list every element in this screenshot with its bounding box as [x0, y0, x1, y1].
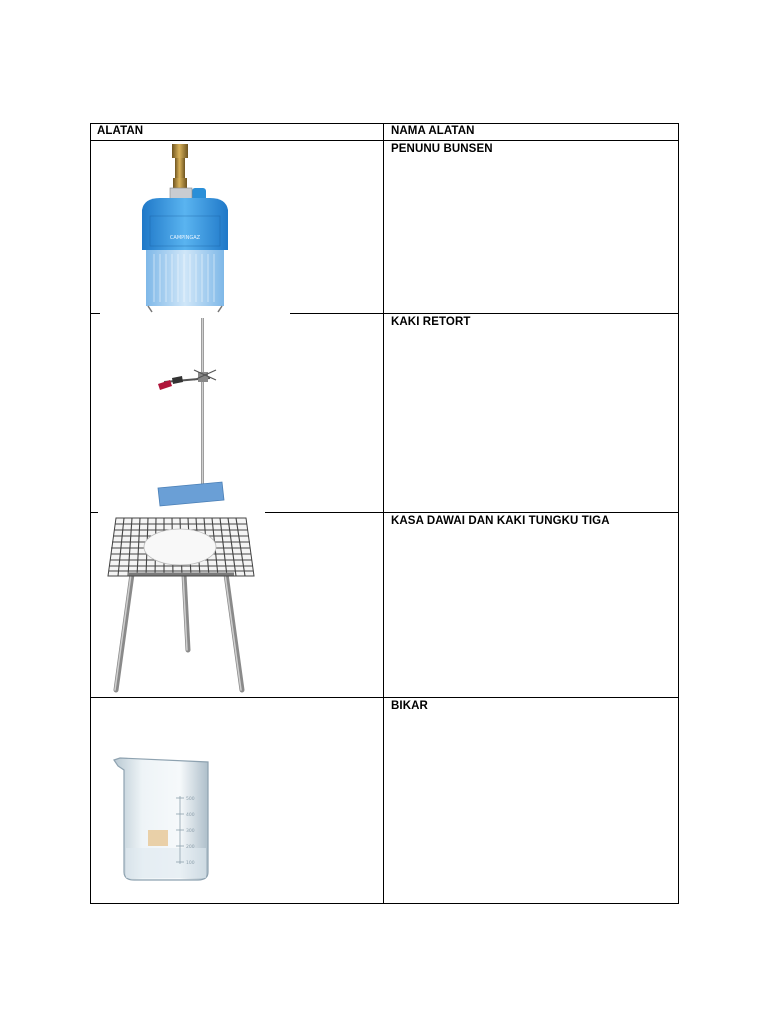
- beaker-image: [110, 756, 214, 884]
- equipment-name-bunsen: PENUNU BUNSEN: [391, 143, 493, 155]
- table-row-divider: [90, 313, 100, 314]
- wire-gauze-tripod-image: [106, 514, 256, 696]
- table-border-right: [678, 123, 679, 904]
- bunsen-burner-image: [130, 140, 240, 315]
- equipment-name-gauze-tripod: KASA DAWAI DAN KAKI TUNGKU TIGA: [391, 515, 610, 527]
- table-row-divider: [265, 512, 679, 513]
- table-row-divider: [290, 313, 679, 314]
- column-header-alatan: ALATAN: [97, 125, 144, 137]
- table-row-divider: [90, 512, 98, 513]
- column-header-nama-alatan: NAMA ALATAN: [391, 125, 475, 137]
- table-border-left: [90, 123, 91, 904]
- table-column-divider: [383, 123, 384, 904]
- retort-stand-image: [150, 316, 240, 506]
- table-row-divider: [90, 697, 679, 698]
- beaker-scale-400: 400: [186, 813, 195, 818]
- beaker-scale-300: 300: [186, 829, 195, 834]
- equipment-name-beaker: BIKAR: [391, 700, 428, 712]
- table-border-top: [90, 123, 679, 124]
- table-border-bottom: [90, 903, 679, 904]
- campingaz-label: CAMPINGAZ: [169, 235, 201, 241]
- beaker-scale-100: 100: [186, 861, 195, 866]
- equipment-name-retort-stand: KAKI RETORT: [391, 316, 471, 328]
- beaker-scale-200: 200: [186, 845, 195, 850]
- beaker-scale-500: 500: [186, 797, 195, 802]
